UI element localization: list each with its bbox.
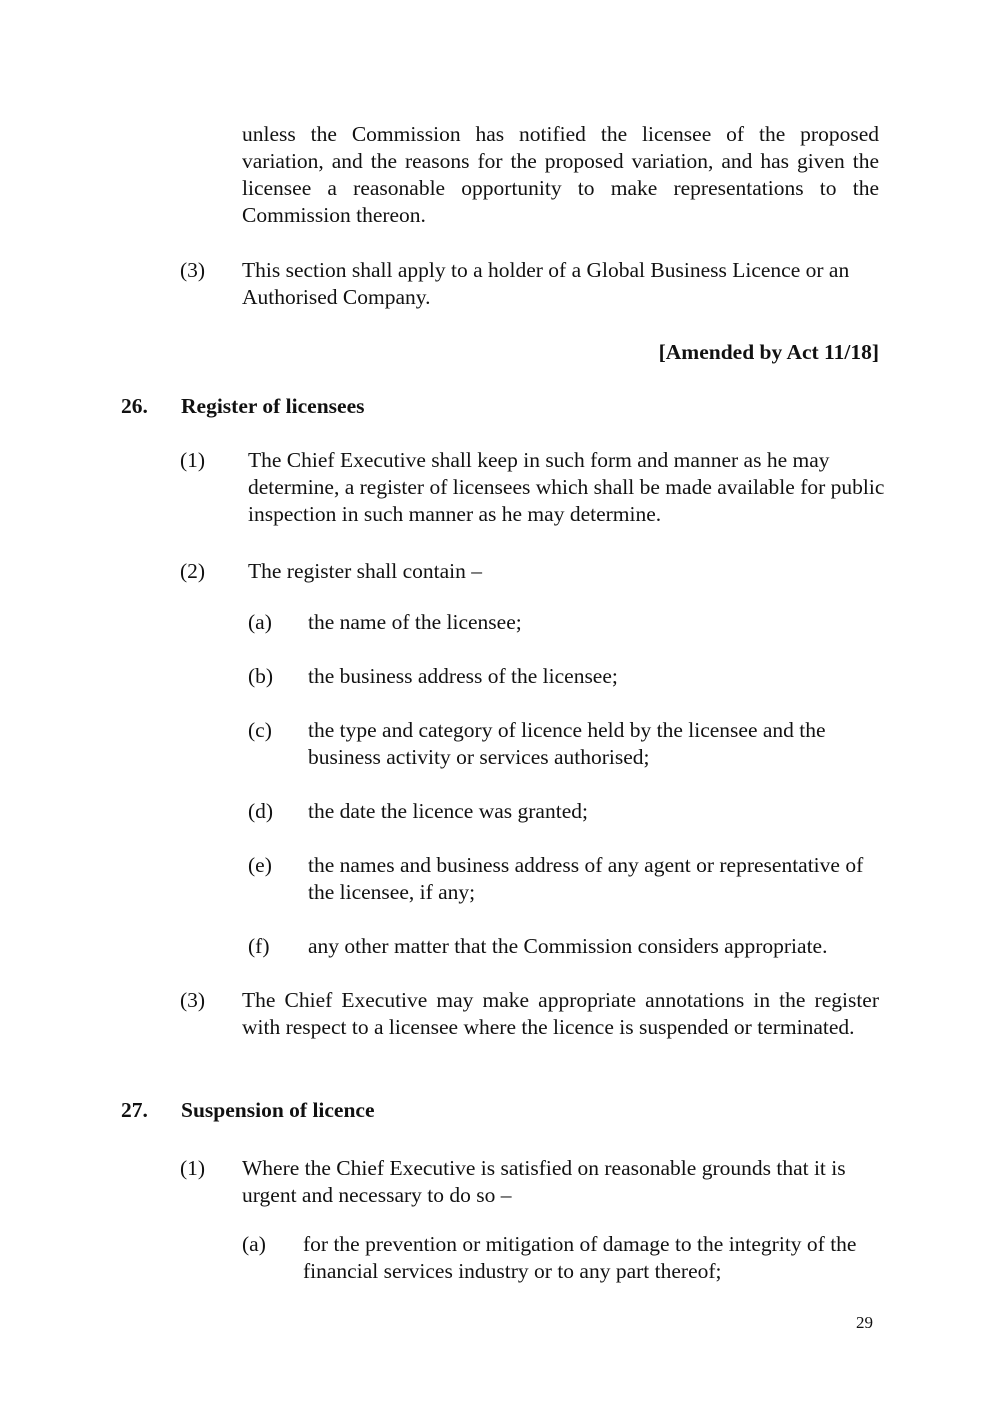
list-item-label: (b) xyxy=(248,664,274,688)
list-item-text: the type and category of licence held by the licensee and the business activity or services authorised; xyxy=(308,718,826,769)
list-item-text: the date the licence was granted; xyxy=(308,799,588,823)
amendment-note: [Amended by Act 11/18] xyxy=(658,340,879,364)
section-26-heading: Register of licensees xyxy=(181,394,365,418)
section-26-number: 26. xyxy=(121,394,148,418)
list-item-text: the names and business address of any agent or representative of the licensee, if any; xyxy=(308,853,864,904)
s26-sub1-number: (1) xyxy=(180,448,206,472)
list-item-text: for the prevention or mitigation of damage to the integrity of the financial services industry or to any part thereof; xyxy=(303,1232,857,1283)
list-item-text: any other matter that the Commission considers appropriate. xyxy=(308,934,828,958)
section-27-heading: Suspension of licence xyxy=(181,1098,375,1122)
s25-sub3-number: (3) xyxy=(180,258,206,282)
list-item-label: (f) xyxy=(248,934,270,958)
s25-continuation-paragraph: unless the Commission has notified the licensee of the proposed variation, and the reasons for the proposed variation, and has given the licensee a reasonable opportunity to make representations to the Commission thereon. xyxy=(242,122,879,227)
s26-sub2-text: The register shall contain – xyxy=(248,559,483,583)
list-item-label: (e) xyxy=(248,853,272,877)
s25-sub3-text: This section shall apply to a holder of a Global Business Licence or an Authorised Company. xyxy=(242,258,850,309)
s27-sub1-text: Where the Chief Executive is satisfied on reasonable grounds that it is urgent and necessary to do so – xyxy=(242,1156,846,1207)
s27-sub1-number: (1) xyxy=(180,1156,206,1180)
list-item-label: (d) xyxy=(248,799,274,823)
s26-sub1-text: The Chief Executive shall keep in such form and manner as he may determine, a register of licensees which shall be made available for public inspection in such manner as he may determine. xyxy=(248,448,885,526)
list-item-label: (a) xyxy=(242,1232,266,1256)
section-27-number: 27. xyxy=(121,1098,148,1122)
page-number: 29 xyxy=(856,1313,873,1332)
s26-sub3-number: (3) xyxy=(180,988,206,1012)
list-item-label: (a) xyxy=(248,610,272,634)
s26-sub2-number: (2) xyxy=(180,559,206,583)
list-item-label: (c) xyxy=(248,718,272,742)
s26-sub3-text: The Chief Executive may make appropriate annotations in the register with respect to a licensee where the licence is suspended or terminated. xyxy=(242,988,879,1039)
list-item-text: the business address of the licensee; xyxy=(308,664,618,688)
list-item-text: the name of the licensee; xyxy=(308,610,522,634)
